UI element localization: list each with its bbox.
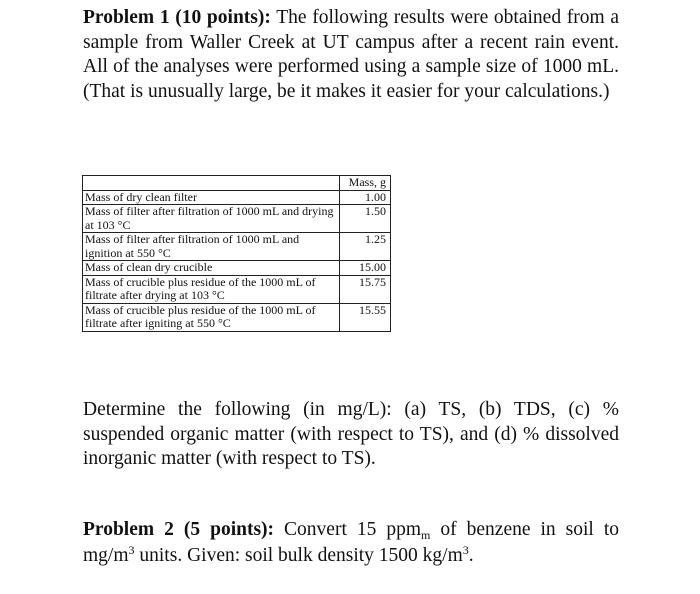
row-label: Mass of crucible plus residue of the 1000 mL of filtrate after drying at 103 °C: [83, 275, 340, 303]
ppm-subscript: m: [421, 528, 431, 542]
row-label: Mass of clean dry crucible: [83, 261, 340, 276]
superscript-3b: 3: [462, 543, 469, 557]
problem-2-text-1: Convert 15 ppm: [284, 519, 422, 540]
problem-2-period: .: [468, 545, 474, 566]
problem-1-text: The following results were obtained from a sample from Waller Creek at UT campus after a recent rain event. All of the analyses were performed using a sample size of 1000 mL. (That is unusually large, be it makes it easier for your calculations.): [83, 7, 620, 102]
row-label: Mass of crucible plus residue of the 1000 mL of filtrate after igniting at 550 °C: [83, 303, 340, 331]
row-label: Mass of dry clean filter: [83, 190, 340, 205]
superscript-3: 3: [128, 543, 135, 557]
row-value: 15.75: [340, 275, 391, 303]
table-row: [83, 275, 391, 303]
table-row: [83, 261, 391, 276]
problem-1-heading: Problem 1 (10 points):: [83, 7, 271, 28]
row-label: Mass of filter after filtration of 1000 mL and drying at 103 °C: [83, 205, 340, 233]
table-header-mass: Mass, g: [340, 176, 391, 191]
table-row: [83, 233, 391, 261]
problem-2-text-2: of benzene in soil to mg/m: [83, 519, 620, 566]
problem-1-paragraph: [83, 6, 619, 104]
table-row: [83, 303, 391, 331]
row-value: 15.55: [340, 303, 391, 331]
table-header-empty: [83, 176, 340, 191]
row-label: Mass of filter after filtration of 1000 mL and ignition at 550 °C: [83, 233, 340, 261]
table-header-row: [83, 176, 391, 191]
table-row: [83, 205, 391, 233]
row-value: 1.00: [340, 190, 391, 205]
problem-2-paragraph: [83, 517, 619, 569]
table-row: [83, 190, 391, 205]
mass-table: [82, 175, 391, 332]
row-value: 15.00: [340, 261, 391, 276]
row-value: 1.25: [340, 233, 391, 261]
problem-2-text-3: units. Given: soil bulk density 1500 kg/m: [139, 545, 463, 566]
row-value: 1.50: [340, 205, 391, 233]
problem-2-heading: Problem 2 (5 points):: [83, 519, 275, 540]
question-paragraph: Determine the following (in mg/L): (a) TS, (b) TDS, (c) % suspended organic matter (with respect to TS), and (d) % dissolved inorganic matter (with respect to TS).: [83, 399, 619, 469]
